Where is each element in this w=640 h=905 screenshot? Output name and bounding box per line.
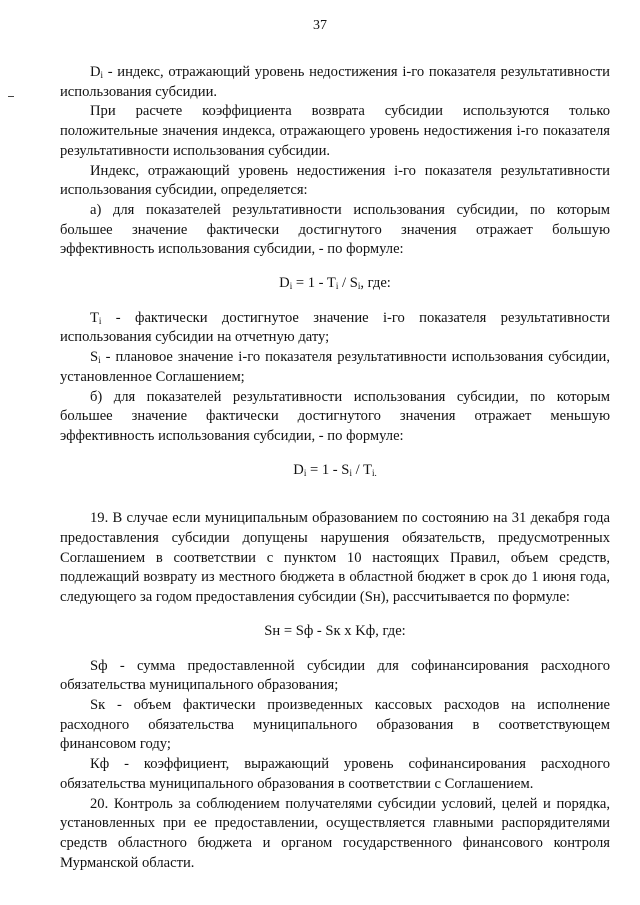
- symbol-s-subscript: i: [98, 355, 101, 366]
- paragraph-d-definition: [60, 63, 610, 102]
- page-number: 37: [313, 18, 327, 33]
- document-body: [60, 63, 610, 873]
- symbol-t: T: [90, 309, 99, 326]
- formula-2-mid: = 1 - S: [306, 461, 350, 478]
- formula-1-div: / S: [338, 275, 358, 292]
- paragraph-calc-note: При расчете коэффициента возврата субсидии используются только положительные значения индекса, отражающего уровень недостижения i-го показателя результативности использования субсидии.: [60, 103, 610, 159]
- paragraph-sk-definition: Sк - объем фактически произведенных кассовых расходов на исполнение расходного обязательства муниципального образования в соответствующем финансовом году;: [60, 696, 610, 753]
- paragraph-s-definition: [60, 348, 610, 387]
- formula-2-div: / T: [351, 461, 372, 478]
- formula-2-d: D: [293, 461, 304, 478]
- formula-1-s-sub: i: [357, 281, 361, 292]
- paragraph-d-text: - индекс, отражающий уровень недостижения i-го показателя результативности использования субсидии.: [60, 64, 610, 100]
- symbol-d: D: [90, 64, 101, 80]
- formula-1-d-sub: i: [289, 281, 293, 292]
- formula-2: [60, 461, 610, 481]
- symbol-d-subscript: i: [100, 70, 104, 80]
- paragraph-t-definition: [60, 309, 610, 348]
- paragraph-b: б) для показателей результативности использования субсидии, по которым большее значение фактически достигнутого значения отражает меньшую эффективность использования субсидии, - по формуле:: [60, 388, 610, 444]
- formula-1: [60, 274, 610, 294]
- formula-1-tail: , где:: [360, 275, 391, 292]
- formula-1-d: D: [279, 275, 290, 292]
- paragraph-20: 20. Контроль за соблюдением получателями субсидии условий, целей и порядка, установленных при ее предоставлении, осуществляется главными распорядителями средств областного бюджета и органом государственного финансового контроля Мурманской области.: [60, 795, 610, 871]
- margin-mark: [8, 96, 14, 97]
- paragraph-sf-definition: Sф - сумма предоставленной субсидии для софинансирования расходного обязательства муниципального образования;: [60, 657, 610, 694]
- paragraph-s-text: - плановое значение i-го показателя результативности использования субсидии, установленное Соглашением;: [60, 349, 610, 385]
- symbol-s: S: [90, 349, 99, 366]
- formula-2-s-sub: i: [349, 467, 352, 478]
- formula-1-t-sub: i: [335, 281, 339, 292]
- spacer: [60, 495, 610, 509]
- paragraph-kf-definition: Кф - коэффициент, выражающий уровень софинансирования расходного обязательства муниципального образования в соответствии с Соглашением.: [60, 756, 610, 792]
- symbol-t-subscript: i: [98, 315, 102, 326]
- formula-1-mid: = 1 - T: [292, 275, 336, 292]
- paragraph-a: а) для показателей результативности использования субсидии, по которым большее значение фактически достигнутого значения отражает большую эффективность использования субсидии, - по формуле:: [60, 201, 610, 258]
- formula-2-t-sub: i.: [371, 467, 377, 478]
- paragraph-index-intro: Индекс, отражающий уровень недостижения i-го показателя результативности использования субсидии, определяется:: [60, 162, 610, 199]
- paragraph-19: 19. В случае если муниципальным образованием по состоянию на 31 декабря года предоставления субсидии допущены нарушения обязательств, предусмотренных Соглашением в соответствии с пунктом 10 настоящих Правил, объем средств, подлежащий возврату из местного бюджета в областной бюджет в срок до 1 июня года, следующего за годом предоставления субсидии (Sн), рассчитывается по формуле:: [60, 510, 610, 606]
- paragraph-t-text: - фактически достигнутое значение i-го показателя результативности использования субсидии на отчетную дату;: [60, 309, 610, 346]
- formula-2-d-sub: i: [303, 467, 307, 478]
- formula-3: Sн = Sф - Sк x Kф, где:: [264, 622, 406, 639]
